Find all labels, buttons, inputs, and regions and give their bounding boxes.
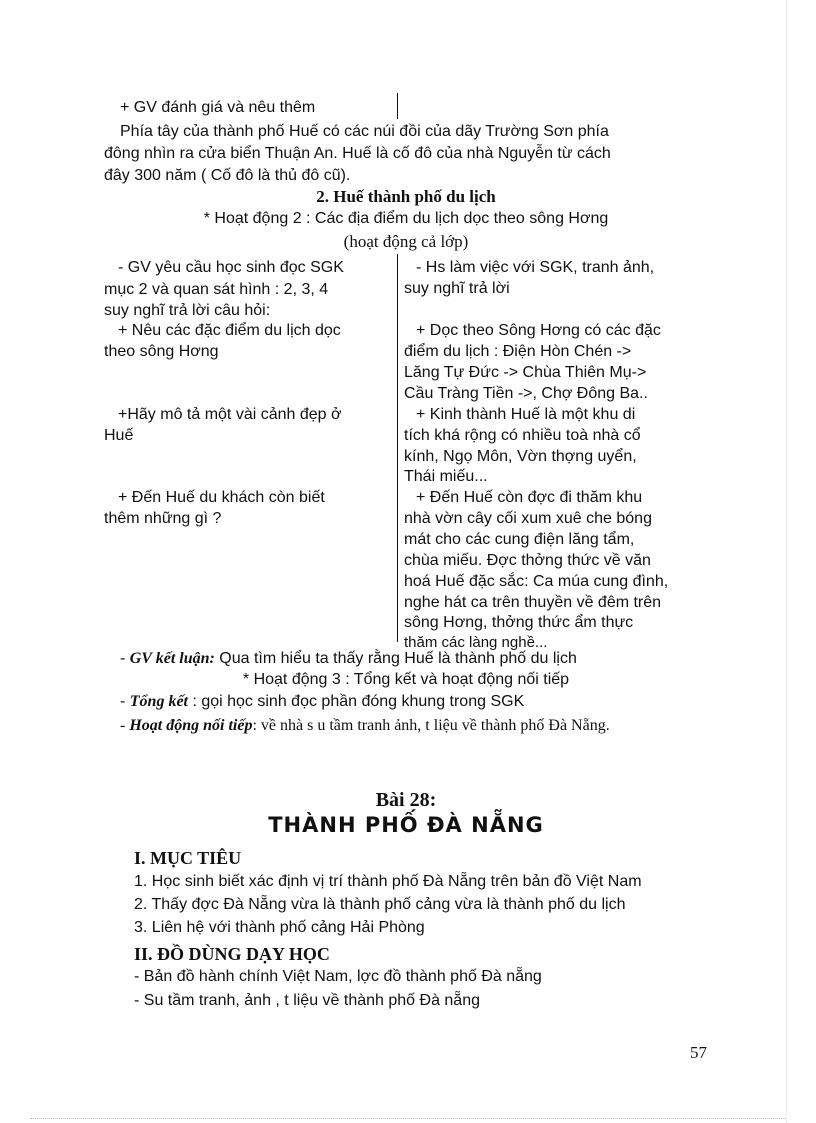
student-row-2-line-4: Cầu Tràng Tiền ->, Chợ Đông Ba.. xyxy=(404,385,648,402)
activity-3: * Hoạt động 3 : Tổng kết và hoạt động nối tiếp xyxy=(242,671,570,688)
student-row-3-line-1: + Kinh thành Huế là một khu di xyxy=(416,406,636,423)
objectives-heading: I. MỤC TIÊU xyxy=(134,848,242,868)
intro-line-1: Phía tây của thành phố Huế có các núi đồi của dãy Trường Sơn phía xyxy=(120,123,609,140)
summary-line: - Tổng kết : gọi học sinh đọc phần đóng khung trong SGK xyxy=(120,693,525,710)
student-row-4-line-4: chùa miếu. Đợc thởng thức về văn xyxy=(404,552,651,569)
student-row-3-line-2: tích khá rộng có nhiều toà nhà cổ xyxy=(404,427,641,444)
student-row-4-line-5: hoá Huế đặc sắc: Ca múa cung đình, xyxy=(404,573,669,590)
activity-mode: (hoạt động cả lớp) xyxy=(343,232,469,251)
student-row-1-line-2: suy nghĩ trả lời xyxy=(404,280,510,297)
conclusion-line: - GV kết luận: Qua tìm hiểu ta thấy rằng Huế là thành phố du lịch xyxy=(120,650,577,667)
objective-2: 2. Thấy đợc Đà Nẵng vừa là thành phố cảng vừa là thành phố du lịch xyxy=(134,896,626,913)
summary-text: : gọi học sinh đọc phần đóng khung trong SGK xyxy=(188,693,525,710)
top-line: + GV đánh giá và nêu thêm xyxy=(120,99,316,116)
teacher-row-4-line-2: thêm những gì ? xyxy=(104,510,222,527)
student-row-2-line-2: điểm du lịch : Điện Hòn Chén -> xyxy=(404,343,632,360)
student-row-2-line-3: Lăng Tự Đức -> Chùa Thiên Mụ-> xyxy=(404,364,647,381)
teacher-row-2-line-1: + Nêu các đặc điểm du lịch dọc xyxy=(118,322,341,339)
student-row-2-line-1: + Dọc theo Sông Hơng có các đặc xyxy=(416,322,661,339)
material-1: - Bản đồ hành chính Việt Nam, lợc đồ thành phố Đà nẵng xyxy=(134,968,542,985)
student-row-3-line-3: kính, Ngọ Môn, Vờn thợng uyển, xyxy=(404,448,637,465)
teacher-row-1-line-1: - GV yêu cầu học sinh đọc SGK xyxy=(118,259,344,276)
student-row-3-line-4: Thái miếu... xyxy=(404,468,488,485)
teacher-row-2-line-2: theo sông Hơng xyxy=(104,343,219,360)
teacher-row-1-line-2: mục 2 và quan sát hình : 2, 3, 4 xyxy=(104,281,329,298)
materials-heading: II. ĐỒ DÙNG DẠY HỌC xyxy=(134,944,330,964)
conclusion-label: GV kết luận: xyxy=(129,650,215,667)
objective-3: 3. Liên hệ với thành phố cảng Hải Phòng xyxy=(134,919,425,936)
page-number: 57 xyxy=(690,1043,707,1062)
followup-text: : về nhà s u tầm tranh ảnh, t liệu về thành phố Đà Nẵng. xyxy=(252,717,610,734)
followup-line: - Hoạt động nối tiếp: về nhà s u tầm tranh ảnh, t liệu về thành phố Đà Nẵng. xyxy=(120,717,610,734)
intro-line-3: đây 300 năm ( Cố đô là thủ đô cũ). xyxy=(104,167,351,184)
student-row-4-line-3: mát cho các cung điện lăng tẩm, xyxy=(404,531,635,548)
student-row-4-line-8: thăm các làng nghề... xyxy=(404,634,548,651)
column-divider xyxy=(397,254,398,642)
lesson-title: THÀNH PHỐ ĐÀ NẴNG xyxy=(268,813,544,837)
teacher-row-4-line-1: + Đến Huế du khách còn biết xyxy=(118,489,325,506)
teacher-row-1-line-3: suy nghĩ trả lời câu hỏi: xyxy=(104,302,271,319)
footer-dots xyxy=(30,1118,786,1119)
activity-2: * Hoạt động 2 : Các địa điểm du lịch dọc theo sông Hơng xyxy=(203,210,609,227)
teacher-row-3-line-2: Huế xyxy=(104,427,134,444)
lesson-number: Bài 28: xyxy=(375,789,437,811)
teacher-row-3-line-1: +Hãy mô tả một vài cảnh đẹp ở xyxy=(118,406,342,423)
student-row-1-line-1: - Hs làm việc với SGK, tranh ảnh, xyxy=(416,259,655,276)
top-divider xyxy=(397,93,398,119)
objective-1: 1. Học sinh biết xác định vị trí thành phố Đà Nẵng trên bản đồ Việt Nam xyxy=(134,873,642,890)
intro-line-2: đông nhìn ra cửa biển Thuận An. Huế là cố đô của nhà Nguyễn từ cách xyxy=(104,145,611,162)
page-edge-dots xyxy=(786,0,787,1123)
student-row-4-line-2: nhà vờn cây cối xum xuê che bóng xyxy=(404,510,652,527)
section-heading: 2. Huế thành phố du lịch xyxy=(316,187,496,206)
student-row-4-line-6: nghe hát ca trên thuyền về đêm trên xyxy=(404,594,662,611)
material-2: - Su tầm tranh, ảnh , t liệu về thành phố Đà nẵng xyxy=(134,992,480,1009)
student-row-4-line-1: + Đến Huế còn đợc đi thăm khu xyxy=(416,489,643,506)
followup-label: Hoạt động nối tiếp xyxy=(129,717,253,734)
summary-label: Tổng kết xyxy=(129,693,188,710)
conclusion-text: Qua tìm hiểu ta thấy rằng Huế là thành phố du lịch xyxy=(214,650,577,667)
student-row-4-line-7: sông Hơng, thởng thức ẩm thực xyxy=(404,614,634,631)
